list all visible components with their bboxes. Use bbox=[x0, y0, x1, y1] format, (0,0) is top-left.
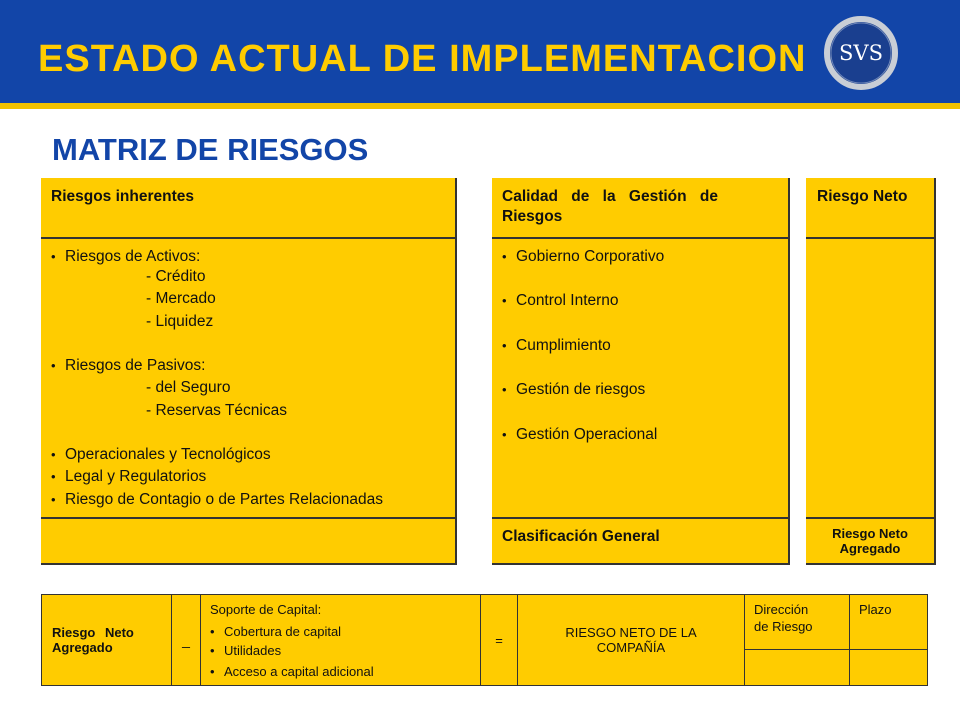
capital-title: Soporte de Capital: bbox=[210, 602, 322, 617]
section-title: MATRIZ DE RIESGOS bbox=[52, 132, 369, 167]
list-item: • Riesgos de Activos: bbox=[51, 248, 200, 266]
quality-header-line1: Calidad de la Gestión de bbox=[502, 188, 719, 205]
list-item: • Gestión de riesgos bbox=[502, 381, 645, 399]
quality-list-cell bbox=[492, 239, 790, 519]
aggregated-line2: Agregado bbox=[52, 640, 113, 655]
list-item: • Riesgo de Contagio o de Partes Relacionadas bbox=[51, 491, 383, 509]
net-header-cell bbox=[806, 178, 936, 239]
result-line1: RIESGO NETO DE LA bbox=[565, 625, 697, 640]
result-line2: COMPAÑÍA bbox=[596, 640, 666, 655]
list-subitem: - Liquidez bbox=[146, 313, 214, 330]
inherent-footer-cell bbox=[41, 519, 457, 565]
list-item: • Utilidades bbox=[210, 643, 281, 658]
direction-line1: Dirección bbox=[754, 602, 809, 617]
net-footer-cell bbox=[806, 519, 936, 565]
quality-header-cell bbox=[492, 178, 790, 239]
risk-direction-header bbox=[744, 594, 850, 650]
list-item: • Cumplimiento bbox=[502, 337, 611, 355]
header-bar bbox=[0, 0, 960, 109]
quality-footer-cell bbox=[492, 519, 790, 565]
net-risk-header: Riesgo Neto bbox=[817, 188, 908, 205]
list-item: • Gobierno Corporativo bbox=[502, 248, 664, 266]
equals-sign: = bbox=[495, 632, 503, 648]
list-item: • Cobertura de capital bbox=[210, 624, 341, 639]
direction-line2: de Riesgo bbox=[754, 619, 813, 634]
aggregated-net-cell bbox=[41, 594, 172, 686]
net-aggregated-line1: Riesgo Neto bbox=[832, 526, 908, 541]
general-classification: Clasificación General bbox=[502, 528, 660, 545]
list-item: • Control Interno bbox=[502, 292, 619, 310]
aggregated-line1: Riesgo Neto bbox=[52, 625, 134, 640]
company-net-risk-cell bbox=[517, 594, 745, 686]
list-subitem: - Crédito bbox=[146, 268, 206, 285]
net-body-cell bbox=[806, 239, 936, 519]
list-subitem: - Reservas Técnicas bbox=[146, 402, 287, 419]
list-item: • Legal y Regulatorios bbox=[51, 468, 206, 486]
list-subitem: - del Seguro bbox=[146, 379, 231, 396]
quality-header-line2: Riesgos bbox=[502, 208, 563, 225]
list-item: • Riesgos de Pasivos: bbox=[51, 357, 205, 375]
net-aggregated-line2: Agregado bbox=[839, 541, 901, 556]
equals-cell bbox=[480, 594, 518, 686]
minus-cell bbox=[171, 594, 201, 686]
term-value bbox=[849, 649, 928, 686]
inherent-header: Riesgos inherentes bbox=[51, 188, 194, 205]
capital-support-cell bbox=[200, 594, 481, 686]
list-item: • Operacionales y Tecnológicos bbox=[51, 446, 271, 464]
list-item: • Acceso a capital adicional bbox=[210, 664, 374, 679]
logo-text: SVS bbox=[839, 41, 883, 65]
list-item: • Gestión Operacional bbox=[502, 426, 657, 444]
svs-logo bbox=[822, 14, 900, 92]
minus-sign: _ bbox=[182, 632, 190, 648]
term-label: Plazo bbox=[859, 602, 892, 617]
list-subitem: - Mercado bbox=[146, 290, 216, 307]
inherent-header-cell bbox=[41, 178, 457, 239]
term-header bbox=[849, 594, 928, 650]
page-title: ESTADO ACTUAL DE IMPLEMENTACION bbox=[38, 38, 807, 80]
inherent-list-cell bbox=[41, 239, 457, 519]
risk-direction-value bbox=[744, 649, 850, 686]
